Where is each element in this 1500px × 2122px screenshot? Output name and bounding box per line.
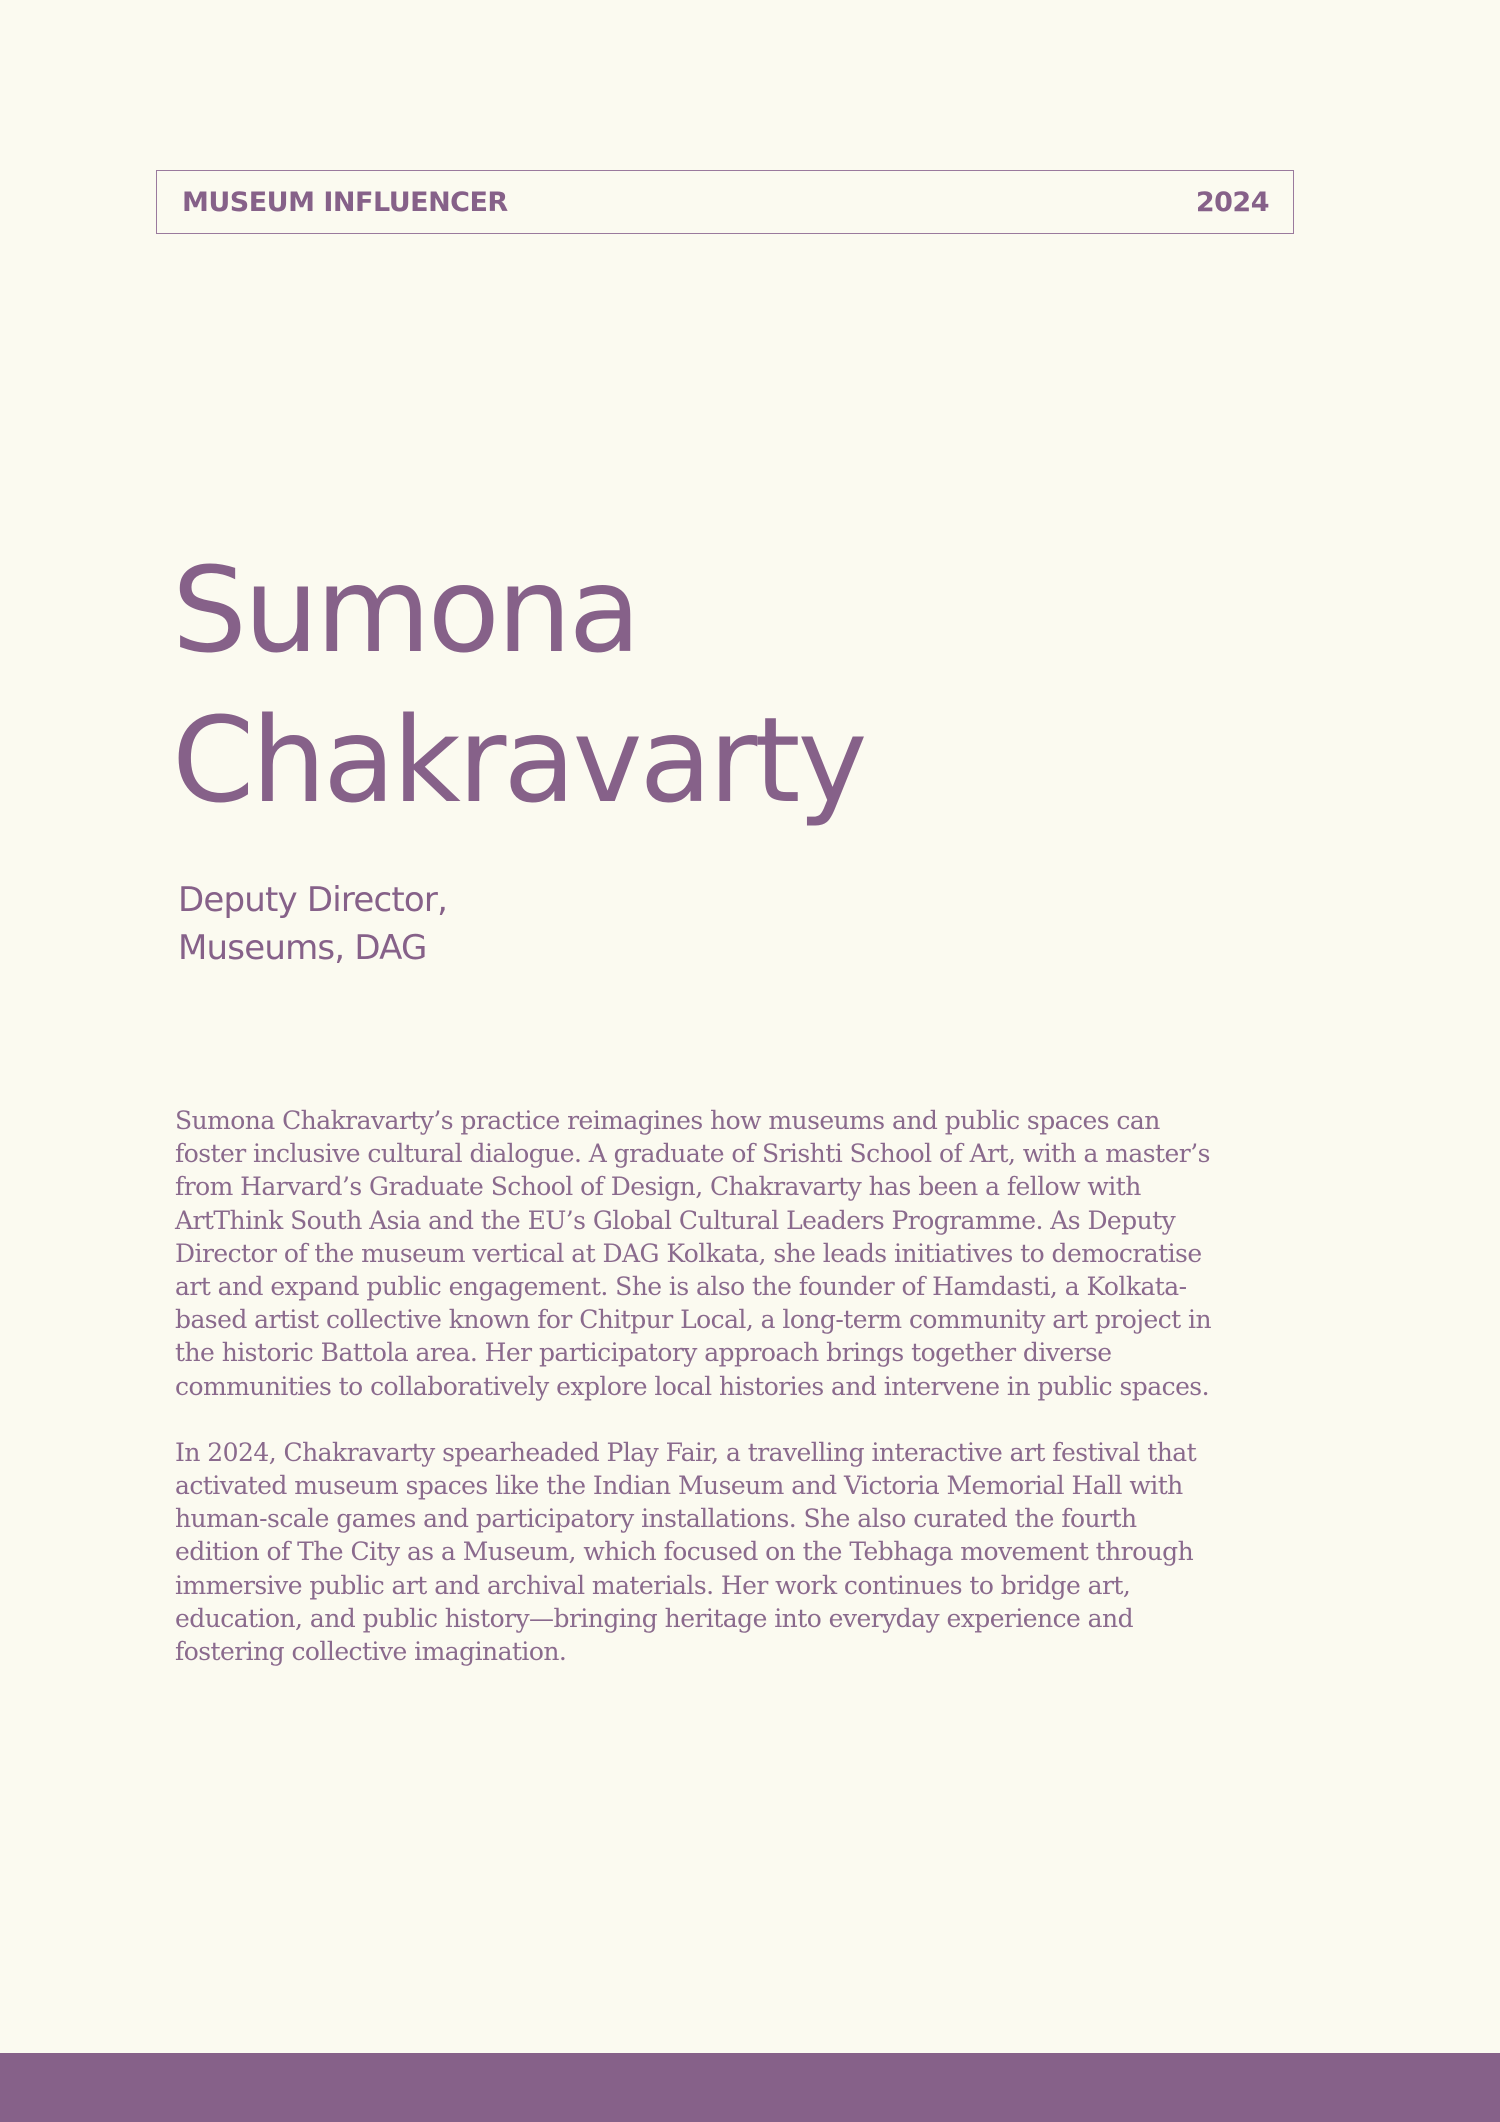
person-role bbox=[178, 876, 447, 972]
bio-paragraph-1: Sumona Chakravarty’s practice reimagines how museums and public spaces can foster inclusive cultural dialogue. A graduate of Srishti School of Art, with a master’s from Harvard’s Graduate School of Design, Chakravarty has been a fellow with ArtThink South Asia and the EU’s Global Cultural Leaders Programme. As Deputy Director of the museum vertical at DAG Kolkata, she leads initiatives to democratise art and expand public engagement. She is also the founder of Hamdasti, a Kolkata-based artist collective known for Chitpur Local, a long-term community art project in the historic Battola area. Her participatory approach brings together diverse communities to collaboratively explore local histories and intervene in public spaces. bbox=[175, 1106, 1212, 1401]
section-label: MUSEUM INFLUENCER bbox=[182, 186, 508, 218]
footer-bar bbox=[0, 2053, 1500, 2122]
role-title: Deputy Director, bbox=[178, 880, 448, 920]
person-name bbox=[172, 535, 864, 835]
last-name: Chakravarty bbox=[172, 691, 865, 829]
header-banner bbox=[156, 170, 1294, 234]
biography bbox=[175, 1104, 1215, 1701]
year-label: 2024 bbox=[1195, 186, 1269, 218]
bio-paragraph-2: In 2024, Chakravarty spearheaded Play Fair, a travelling interactive art festival that activated museum spaces like the Indian Museum and Victoria Memorial Hall with human-scale games and participatory installations. She also curated the fourth edition of The City as a Museum, which focused on the Tebhaga movement through immersive public art and archival materials. Her work continues to bridge art, education, and public history—bringing heritage into everyday experience and fostering collective imagination. bbox=[175, 1437, 1197, 1667]
first-name: Sumona bbox=[172, 541, 638, 679]
role-organization: Museums, DAG bbox=[178, 928, 427, 968]
